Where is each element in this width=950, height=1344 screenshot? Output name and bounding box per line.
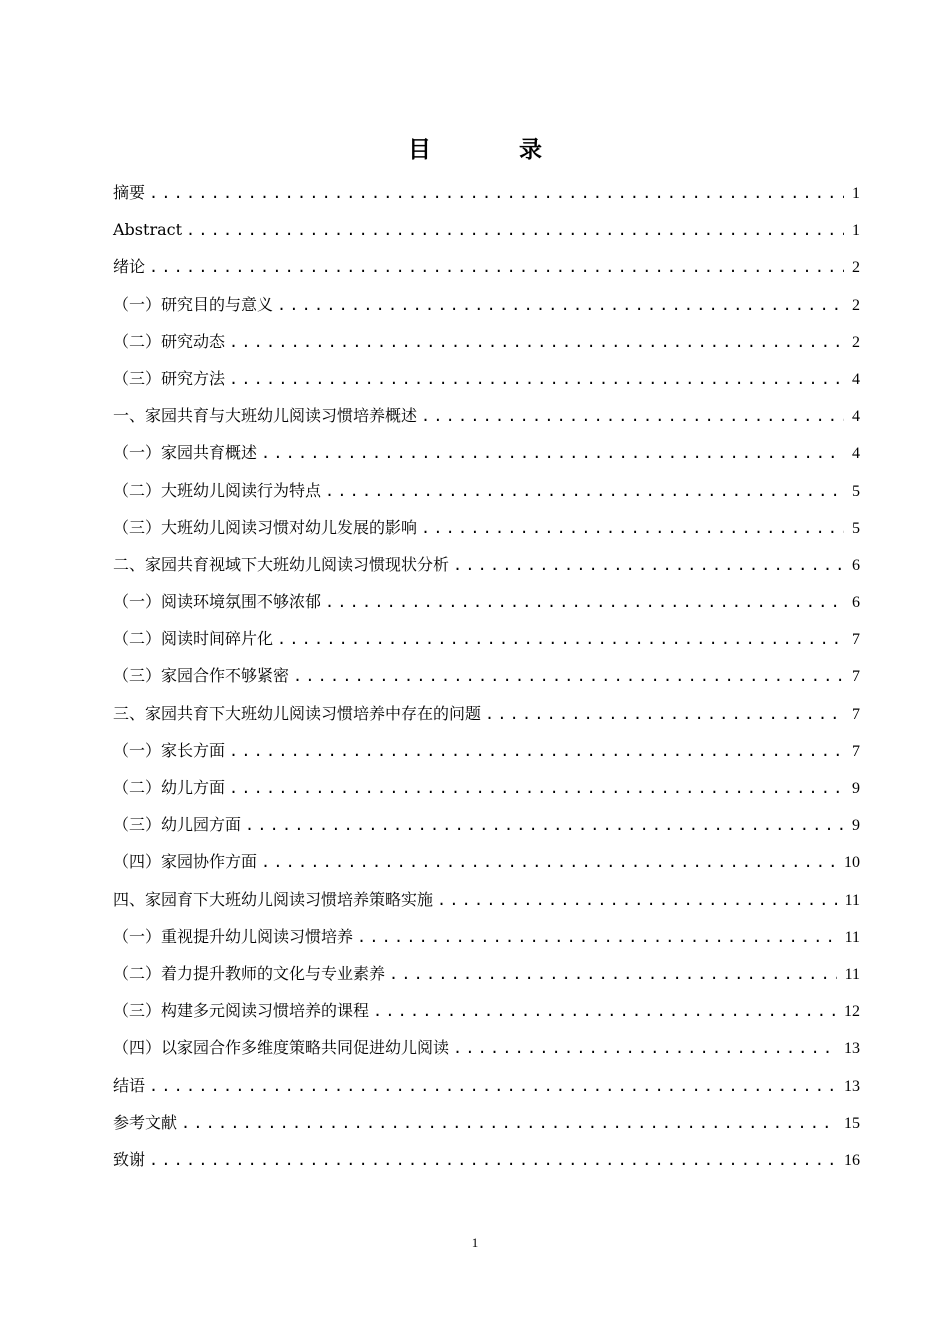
toc-entry [113,323,860,360]
toc-leader-dots [245,807,844,844]
toc-entry-page: 15 [844,1114,860,1132]
toc-entry-page: 5 [852,482,860,500]
toc-entry [113,546,860,583]
toc-entry-label: （三）研究方法 [113,368,226,388]
toc-leader-dots [149,1068,836,1105]
toc-entry [113,583,860,620]
toc-list [113,174,860,1178]
toc-entry-page: 1 [852,185,860,202]
toc-entry-label: （二）大班幼儿阅读行为特点 [113,480,322,500]
toc-entry-label: （四）家园协作方面 [113,852,258,872]
toc-leader-dots [453,547,844,584]
toc-entry-label: 致谢 [113,1149,146,1169]
toc-entry [113,620,860,657]
toc-entry-page: 9 [852,817,860,835]
toc-leader-dots [277,621,844,658]
toc-entry [113,434,860,471]
toc-leader-dots [229,733,844,770]
toc-entry-label: （三）家园合作不够紧密 [113,666,290,686]
toc-leader-dots [421,398,844,435]
toc-leader-dots [357,919,837,956]
toc-leader-dots [229,361,844,398]
toc-leader-dots [277,287,844,324]
toc-entry [113,286,860,323]
toc-entry [113,509,860,546]
toc-entry-label: （二）研究动态 [113,331,226,351]
toc-leader-dots [421,510,844,547]
toc-entry [113,843,860,880]
toc-leader-dots [293,658,844,695]
toc-entry-page: 12 [844,1003,860,1021]
toc-leader-dots [229,324,844,361]
toc-entry [113,806,860,843]
toc-entry [113,732,860,769]
toc-leader-dots [453,1030,836,1067]
toc-entry-page: 10 [844,854,860,872]
toc-entry-page: 6 [852,556,860,574]
toc-entry-label: （一）家长方面 [113,740,226,760]
toc-entry [113,1141,860,1178]
toc-entry-page: 2 [852,333,860,351]
toc-entry [113,695,860,732]
toc-entry-page: 11 [844,928,860,946]
toc-entry-page: 7 [852,742,860,760]
toc-entry [113,472,860,509]
toc-entry-label: 结语 [113,1075,146,1095]
toc-entry-page: 7 [852,705,860,723]
toc-entry-label: （三）大班幼儿阅读习惯对幼儿发展的影响 [113,517,418,537]
toc-entry [113,360,860,397]
toc-entry [113,397,860,434]
page-number: 1 [471,1235,479,1250]
toc-entry-label: 三、家园共育下大班幼儿阅读习惯培养中存在的问题 [113,703,482,723]
toc-entry [113,918,860,955]
toc-entry-page: 4 [852,370,860,388]
toc-entry-page: 2 [852,259,860,277]
toc-entry-page: 13 [844,1077,860,1095]
toc-entry-label: （二）阅读时间碎片化 [113,629,274,649]
toc-leader-dots [149,175,844,212]
toc-entry-label: 参考文献 [113,1112,178,1132]
toc-entry-page: 7 [852,668,860,686]
toc-entry-label: （四）以家园合作多维度策略共同促进幼儿阅读 [113,1038,450,1058]
toc-entry-page: 2 [852,296,860,314]
toc-entry [113,1104,860,1141]
toc-entry [113,174,860,211]
toc-leader-dots [149,249,844,286]
toc-entry-page: 13 [844,1040,860,1058]
toc-leader-dots [149,1142,836,1179]
toc-leader-dots [325,473,844,510]
toc-leader-dots [186,212,844,249]
toc-entry-page: 11 [844,965,860,983]
toc-entry-label: （一）研究目的与意义 [113,294,274,314]
toc-leader-dots [229,770,844,807]
toc-entry-page: 6 [852,594,860,612]
toc-entry-label: （三）构建多元阅读习惯培养的课程 [113,1001,370,1021]
toc-leader-dots [325,584,844,621]
toc-entry-label: 二、家园共育视域下大班幼儿阅读习惯现状分析 [113,554,450,574]
toc-entry [113,881,860,918]
toc-leader-dots [373,993,836,1030]
toc-entry-page: 9 [852,780,860,797]
toc-entry-page: 7 [852,631,860,649]
toc-leader-dots [181,1105,836,1142]
toc-entry [113,657,860,694]
toc-entry-label: 四、家园育下大班幼儿阅读习惯培养策略实施 [113,889,434,909]
toc-entry-page: 4 [852,408,860,426]
toc-entry-page: 1 [852,222,860,240]
toc-entry-label: （一）家园共育概述 [113,443,258,463]
toc-leader-dots [389,956,837,993]
toc-entry-label: 摘要 [113,183,146,202]
toc-leader-dots [437,882,837,919]
toc-entry-page: 5 [852,519,860,537]
toc-entry [113,769,860,806]
toc-entry-label: （二）着力提升教师的文化与专业素养 [113,963,386,983]
toc-entry [113,211,860,248]
toc-entry [113,248,860,285]
toc-title: 目 录 [407,137,582,163]
toc-entry [113,992,860,1029]
toc-entry-label: （二）幼儿方面 [113,778,226,797]
toc-entry-label: （一）重视提升幼儿阅读习惯培养 [113,926,354,946]
toc-entry-label: 一、家园共育与大班幼儿阅读习惯培养概述 [113,406,418,426]
toc-entry-label: （三）幼儿园方面 [113,815,242,835]
toc-entry [113,955,860,992]
toc-entry-label: 绪论 [113,257,146,277]
toc-entry-page: 4 [852,445,860,463]
toc-entry [113,1029,860,1066]
toc-entry-label: （一）阅读环境氛围不够浓郁 [113,592,322,612]
toc-leader-dots [261,844,836,881]
toc-leader-dots [485,696,844,733]
toc-entry [113,1067,860,1104]
toc-leader-dots [261,435,844,472]
toc-entry-label: Abstract [113,220,183,240]
toc-entry-page: 11 [844,891,860,909]
toc-entry-page: 16 [844,1151,860,1169]
